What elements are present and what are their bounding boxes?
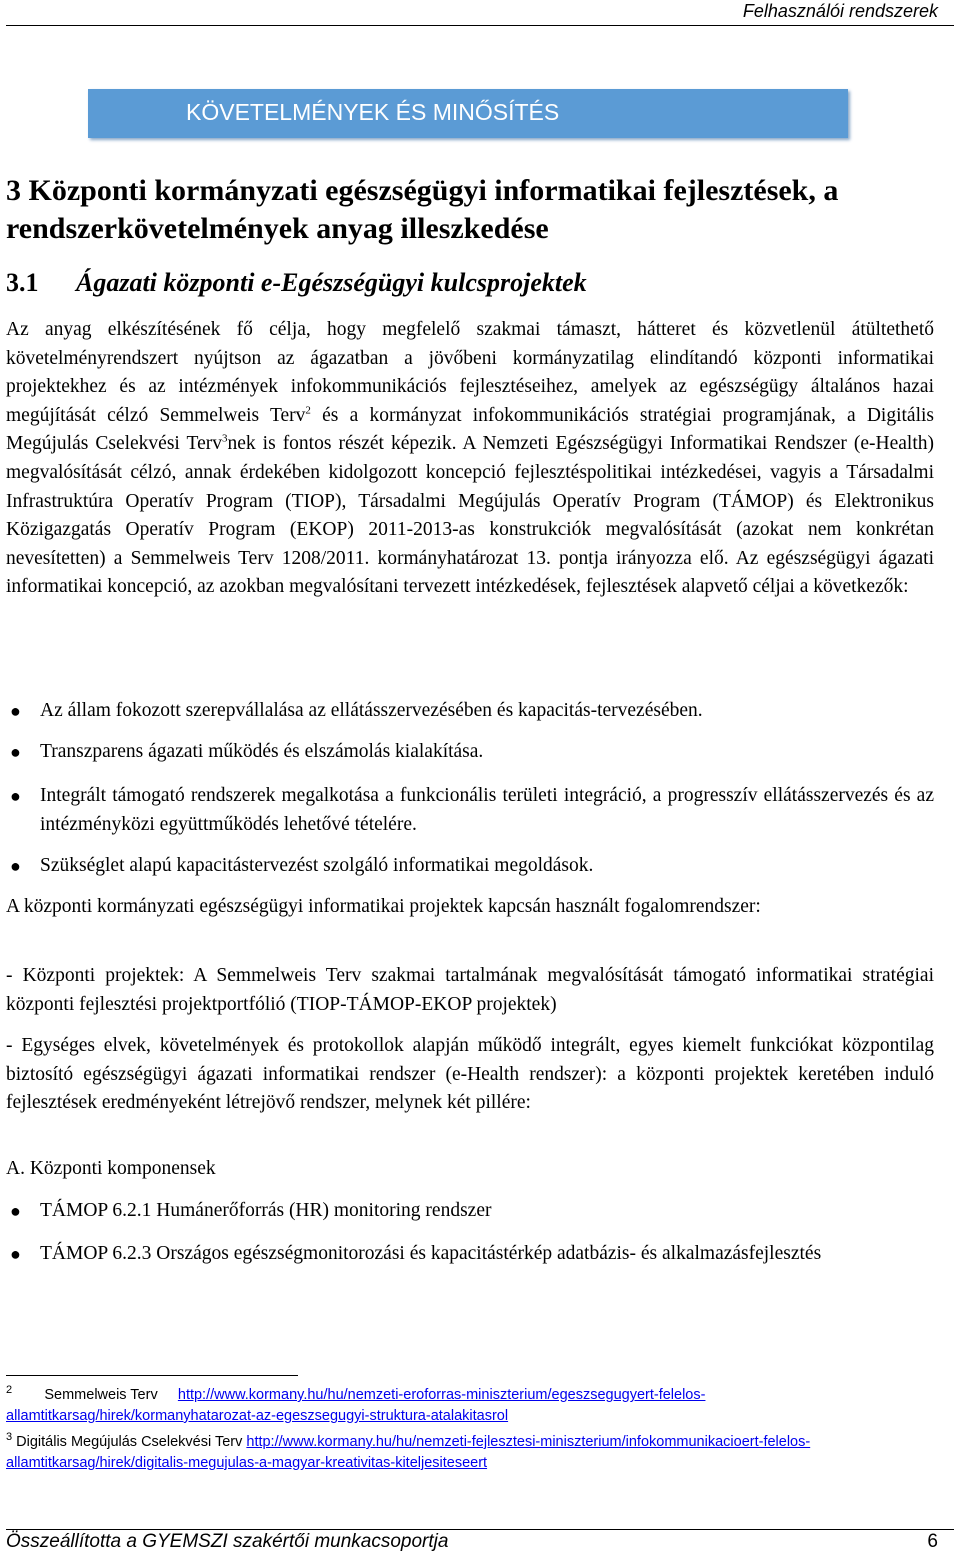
central-components-heading: A. Központi komponensek <box>6 1158 216 1179</box>
header-rule <box>6 25 954 26</box>
ehealth-paragraph: - Egységes elvek, követelmények és protokollok alapján működő integrált, egyes kiemelt funkciókat központilag biztosító egészségügyi ágazati informatikai rendszer (e-Health rendszer): a központi projektek keretében induló fejlesztések eredményeként létrejövő rendszer, melynek két pillére: <box>6 1035 934 1114</box>
footnote-ref-3[interactable]: 3 <box>221 432 228 445</box>
goal-list-item <box>0 782 934 839</box>
footnote-label: Semmelweis Terv <box>44 1387 158 1403</box>
concept-intro-paragraph: A központi kormányzati egészségügyi informatikai projektek kapcsán használt fogalomrendszer: <box>6 896 761 917</box>
list-item-text: TÁMOP 6.2.3 Országos egészségmonitorozási és kapacitástérkép adatbázis- és alkalmazásfejlesztés <box>40 1243 822 1264</box>
component-list-item <box>0 1240 934 1269</box>
footnote-label: Digitális Megújulás Cselekvési Terv <box>16 1434 243 1450</box>
heading-2-text: Ágazati központi e-Egészségügyi kulcsprojektek <box>76 268 587 297</box>
bullet-icon: ● <box>10 742 21 762</box>
footnote-mark: 2 <box>6 1384 13 1397</box>
bullet-icon: ● <box>10 1244 21 1264</box>
footnote-link[interactable]: http://www.kormany.hu/hu/nemzeti-eroforras-miniszterium/egeszsegugyert-felelos-allamtitkarsag/hirek/kormanyhatarozat-az-egeszsegugyi-struktura-atalakitasrol <box>6 1387 706 1424</box>
central-projects-paragraph: - Központi projektek: A Semmelweis Terv szakmai tartalmának megvalósítását támogató informatikai stratégiai központi fejlesztési projektportfólió (TIOP-TÁMOP-EKOP projektek) <box>6 965 934 1015</box>
bullet-icon: ● <box>10 786 21 806</box>
intro-text-a: Az anyag elkészítésének fő célja, hogy megfelelő szakmai támaszt, hátteret és közvetlenül átültethető követelményrendszert nyújtson az ágazatban a jövőbeni kormányzatilag elindítandó központi informatikai projektekhez és az intézmények infokommunikációs fejlesztéseihez, amelyek az egészségügy általános hazai megújítását célzó Semmelweis Terv <box>6 319 934 426</box>
footnote-link[interactable]: http://www.kormany.hu/hu/nemzeti-fejlesztesi-miniszterium/infokommunikacioert-felelos-allamtitkarsag/hirek/digitalis-megujulas-a-magyar-kreativitas-kiteljesiteseert <box>6 1434 811 1471</box>
running-header: Felhasználói rendszerek <box>742 1 938 21</box>
intro-text-c: nek is fontos részét képezik. A Nemzeti Egészségügyi Informatikai Rendszer (e-Health) megvalósítását célzó, annak érdekében kidolgozott koncepció fejlesztéspolitikai intézkedései, vagyis a Társadalmi Infrastruktúra Operatív Program (TIOP), Társadalmi Megújulás Operatív Program (TÁMOP) és Elektronikus Közigazgatás Operatív Program (EKOP) 2011-2013-as konstrukciók megvalósítását (azokat nem konkrétan nevesítetten) a Semmelweis Terv 1208/2011. kormányhatározat 13. pontja irányozza elő. Az egészségügyi ágazati informatikai koncepció, az azokban megvalósítani tervezett intézkedések, fejlesztések alapvető céljai a következők: <box>6 433 934 598</box>
bullet-icon: ● <box>10 856 21 876</box>
footer-rule <box>6 1529 954 1530</box>
bullet-icon: ● <box>10 701 21 721</box>
heading-2-number: 3.1 <box>6 268 39 297</box>
component-list-item <box>0 1197 934 1226</box>
section-banner-title: KÖVETELMÉNYEK ÉS MINŐSÍTÉS <box>186 99 560 125</box>
footnote-separator <box>6 1375 298 1376</box>
list-item-text: Az állam fokozott szerepvállalása az ellátásszervezésében és kapacitás-tervezésében. <box>40 700 703 721</box>
footer-credit: Összeállította a GYEMSZI szakértői munkacsoportja <box>6 1531 449 1552</box>
heading-2 <box>6 267 587 299</box>
page-number: 6 <box>927 1531 938 1552</box>
footnote-2 <box>6 1385 936 1427</box>
goal-list-item <box>0 738 934 767</box>
goal-list-item <box>0 697 934 726</box>
footnote-mark: 3 <box>6 1431 13 1444</box>
list-item-text: Szükséglet alapú kapacitástervezést szolgáló informatikai megoldások. <box>40 855 594 876</box>
list-item-text: TÁMOP 6.2.1 Humánerőforrás (HR) monitoring rendszer <box>40 1200 492 1221</box>
list-item-text: Transzparens ágazati működés és elszámolás kialakítása. <box>40 741 484 762</box>
heading-1: 3 Központi kormányzati egészségügyi informatikai fejlesztések, a rendszerkövetelmények anyag illeszkedése <box>6 174 839 245</box>
footnote-ref-2[interactable]: 2 <box>305 404 311 417</box>
intro-paragraph <box>6 316 934 602</box>
goal-list-item <box>0 852 934 881</box>
bullet-icon: ● <box>10 1201 21 1221</box>
intro-text-b: és a kormányzat infokommunikációs stratégiai programjának, a Digitális Megújulás Cselekvési Terv <box>6 404 935 455</box>
list-item-text: Integrált támogató rendszerek megalkotása a funkcionális területi integráció, a progresszív ellátásszervezés és az intézményközi együttműködés lehetővé tételére. <box>40 785 934 835</box>
footnote-3 <box>6 1432 936 1474</box>
